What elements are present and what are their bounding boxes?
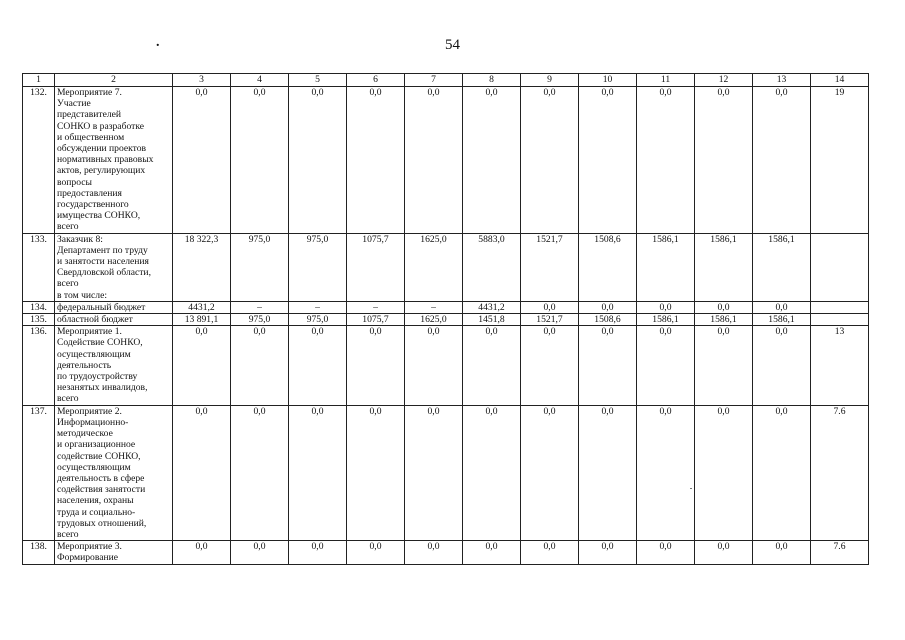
description-line: Мероприятие 1. [57, 326, 122, 338]
column-header-11: 11 [637, 74, 695, 87]
value-cell-col-7: 0,0 [405, 87, 463, 234]
budget-table [22, 73, 869, 565]
row-description [55, 326, 173, 405]
value-cell-col-8: 4431,2 [463, 301, 521, 313]
value-cell-col-11: 0,0 [637, 541, 695, 564]
table-row [23, 405, 869, 540]
column-header-6: 6 [347, 74, 405, 87]
description-line: Мероприятие 3. [57, 541, 122, 553]
column-header-13: 13 [753, 74, 811, 87]
row-description [55, 541, 173, 564]
scan-dot-artifact: . [156, 35, 160, 50]
row-description [55, 314, 173, 326]
row-description [55, 233, 173, 301]
value-cell-col-12: 0,0 [695, 301, 753, 313]
column-header-2: 2 [55, 74, 173, 87]
description-line: всего [57, 528, 79, 540]
value-cell-col-9: 0,0 [521, 541, 579, 564]
value-cell-col-6: – [347, 301, 405, 313]
description-line: вопросы [57, 176, 92, 188]
description-line: предоставления [57, 187, 122, 199]
value-cell-col-9: 0,0 [521, 301, 579, 313]
column-header-7: 7 [405, 74, 463, 87]
value-cell-col-9: 1521,7 [521, 233, 579, 301]
value-cell-col-12: 0,0 [695, 541, 753, 564]
value-cell-col-8: 1451,8 [463, 314, 521, 326]
value-cell-col-3: 0,0 [173, 326, 231, 405]
value-cell-col-5: 0,0 [289, 541, 347, 564]
value-cell-col-8: 0,0 [463, 405, 521, 540]
description-line: Мероприятие 2. [57, 405, 122, 417]
column-header-4: 4 [231, 74, 289, 87]
description-line: Содействие СОНКО, [57, 337, 143, 349]
description-line: Мероприятие 7. [57, 87, 122, 98]
value-cell-col-4: 0,0 [231, 326, 289, 405]
value-cell-col-7: 0,0 [405, 541, 463, 564]
goal-number-cell [811, 233, 869, 301]
column-header-3: 3 [173, 74, 231, 87]
row-number: 138. [23, 541, 55, 564]
value-cell-col-11: 1586,1 [637, 233, 695, 301]
value-cell-col-5: 975,0 [289, 314, 347, 326]
value-cell-col-10: 0,0 [579, 326, 637, 405]
value-cell-col-13: 0,0 [753, 301, 811, 313]
value-cell-col-8: 5883,0 [463, 233, 521, 301]
value-cell-col-4: 0,0 [231, 87, 289, 234]
description-line: имущества СОНКО, [57, 210, 141, 222]
row-description [55, 87, 173, 234]
row-description [55, 405, 173, 540]
value-cell-col-13: 0,0 [753, 541, 811, 564]
description-line: всего [57, 278, 79, 290]
value-cell-col-9: 0,0 [521, 405, 579, 540]
description-line: нормативных правовых [57, 154, 154, 166]
value-cell-col-10: 0,0 [579, 405, 637, 540]
column-header-5: 5 [289, 74, 347, 87]
goal-number-cell: 7.6 [811, 541, 869, 564]
row-number: 132. [23, 87, 55, 234]
value-cell-col-12: 0,0 [695, 87, 753, 234]
value-cell-col-4: 975,0 [231, 314, 289, 326]
column-header-12: 12 [695, 74, 753, 87]
description-line: по трудоустройству [57, 371, 138, 383]
description-line: в том числе: [57, 289, 108, 301]
value-cell-col-6: 0,0 [347, 405, 405, 540]
value-cell-col-7: 1625,0 [405, 314, 463, 326]
value-cell-col-11: 0,0 [637, 301, 695, 313]
description-line: труда и социально- [57, 506, 136, 518]
value-cell-col-4: – [231, 301, 289, 313]
value-cell-col-10: 1508,6 [579, 314, 637, 326]
value-cell-col-7: 0,0 [405, 405, 463, 540]
value-cell-col-10: 0,0 [579, 301, 637, 313]
description-line: содействие СОНКО, [57, 450, 141, 462]
description-line: обсуждении проектов [57, 143, 147, 155]
table-row [23, 541, 869, 564]
description-line: и организационное [57, 439, 136, 451]
value-cell-col-4: 975,0 [231, 233, 289, 301]
value-cell-col-12: 1586,1 [695, 314, 753, 326]
value-cell-col-9: 1521,7 [521, 314, 579, 326]
description-line: Формирование [57, 552, 119, 564]
description-line: и занятости населения [57, 256, 149, 268]
description-line: федеральный бюджет [57, 301, 146, 313]
row-number: 136. [23, 326, 55, 405]
row-number: 137. [23, 405, 55, 540]
value-cell-col-4: 0,0 [231, 405, 289, 540]
goal-number-cell [811, 314, 869, 326]
value-cell-col-8: 0,0 [463, 87, 521, 234]
description-line: Департамент по труду [57, 244, 148, 256]
table-row [23, 87, 869, 234]
column-header-8: 8 [463, 74, 521, 87]
value-cell-col-13: 0,0 [753, 326, 811, 405]
description-line: Участие [57, 98, 91, 110]
value-cell-col-11: 0,0 [637, 87, 695, 234]
row-number: 134. [23, 301, 55, 313]
description-line: трудовых отношений, [57, 517, 147, 529]
value-cell-col-10: 1508,6 [579, 233, 637, 301]
value-cell-col-6: 0,0 [347, 541, 405, 564]
table-row [23, 314, 869, 326]
table-body [23, 87, 869, 565]
column-header-10: 10 [579, 74, 637, 87]
value-cell-col-10: 0,0 [579, 87, 637, 234]
description-line: содействия занятости [57, 484, 146, 496]
value-cell-col-3: 0,0 [173, 87, 231, 234]
description-line: и общественном [57, 131, 125, 143]
value-cell-col-11: 1586,1 [637, 314, 695, 326]
goal-number-cell [811, 301, 869, 313]
row-number: 133. [23, 233, 55, 301]
page-number: 54 [445, 37, 460, 53]
description-line: Свердловской области, [57, 267, 151, 279]
row-description [55, 301, 173, 313]
value-cell-col-6: 0,0 [347, 326, 405, 405]
value-cell-col-13: 0,0 [753, 87, 811, 234]
value-cell-col-6: 1075,7 [347, 314, 405, 326]
description-line: областной бюджет [57, 314, 133, 326]
description-line: осуществляющим [57, 461, 131, 473]
value-cell-col-5: 0,0 [289, 87, 347, 234]
value-cell-col-10: 0,0 [579, 541, 637, 564]
table-row [23, 326, 869, 405]
value-cell-col-5: 0,0 [289, 405, 347, 540]
description-line: Заказчик 8: [57, 233, 103, 245]
value-cell-col-9: 0,0 [521, 87, 579, 234]
value-cell-col-13: 0,0 [753, 405, 811, 540]
description-line: всего [57, 221, 79, 233]
goal-number-cell: 19 [811, 87, 869, 234]
description-line: незанятых инвалидов, [57, 382, 148, 394]
value-cell-col-7: 1625,0 [405, 233, 463, 301]
value-cell-col-5: – [289, 301, 347, 313]
description-line: СОНКО в разработке [57, 120, 144, 132]
column-header-9: 9 [521, 74, 579, 87]
value-cell-col-9: 0,0 [521, 326, 579, 405]
value-cell-col-12: 0,0 [695, 326, 753, 405]
value-cell-col-8: 0,0 [463, 541, 521, 564]
value-cell-col-7: – [405, 301, 463, 313]
description-line: представителей [57, 109, 122, 121]
goal-number-cell: 7.6 [811, 405, 869, 540]
column-header-14: 14 [811, 74, 869, 87]
column-header-1: 1 [23, 74, 55, 87]
table-row [23, 233, 869, 301]
value-cell-col-5: 975,0 [289, 233, 347, 301]
value-cell-col-3: 0,0 [173, 405, 231, 540]
table-row [23, 301, 869, 313]
description-line: государственного [57, 199, 129, 211]
header-row [23, 74, 869, 87]
value-cell-col-11: 0,0 [637, 326, 695, 405]
value-cell-col-13: 1586,1 [753, 233, 811, 301]
row-number: 135. [23, 314, 55, 326]
value-cell-col-8: 0,0 [463, 326, 521, 405]
value-cell-col-12: 0,0 [695, 405, 753, 540]
description-line: всего [57, 393, 79, 405]
value-cell-col-4: 0,0 [231, 541, 289, 564]
value-cell-col-3: 18 322,3 [173, 233, 231, 301]
description-line: деятельность [57, 359, 112, 371]
value-cell-col-3: 0,0 [173, 541, 231, 564]
table-header [23, 74, 869, 87]
value-cell-col-12: 1586,1 [695, 233, 753, 301]
value-cell-col-7: 0,0 [405, 326, 463, 405]
value-cell-col-11: 0,0 [637, 405, 695, 540]
value-cell-col-5: 0,0 [289, 326, 347, 405]
description-line: населения, охраны [57, 495, 134, 507]
description-line: Информационно- [57, 416, 129, 428]
value-cell-col-13: 1586,1 [753, 314, 811, 326]
value-cell-col-3: 4431,2 [173, 301, 231, 313]
value-cell-col-6: 0,0 [347, 87, 405, 234]
description-line: актов, регулирующих [57, 165, 146, 177]
value-cell-col-3: 13 891,1 [173, 314, 231, 326]
description-line: методическое [57, 428, 113, 440]
description-line: осуществляющим [57, 348, 131, 360]
value-cell-col-6: 1075,7 [347, 233, 405, 301]
description-line: деятельность в сфере [57, 472, 145, 484]
goal-number-cell: 13 [811, 326, 869, 405]
